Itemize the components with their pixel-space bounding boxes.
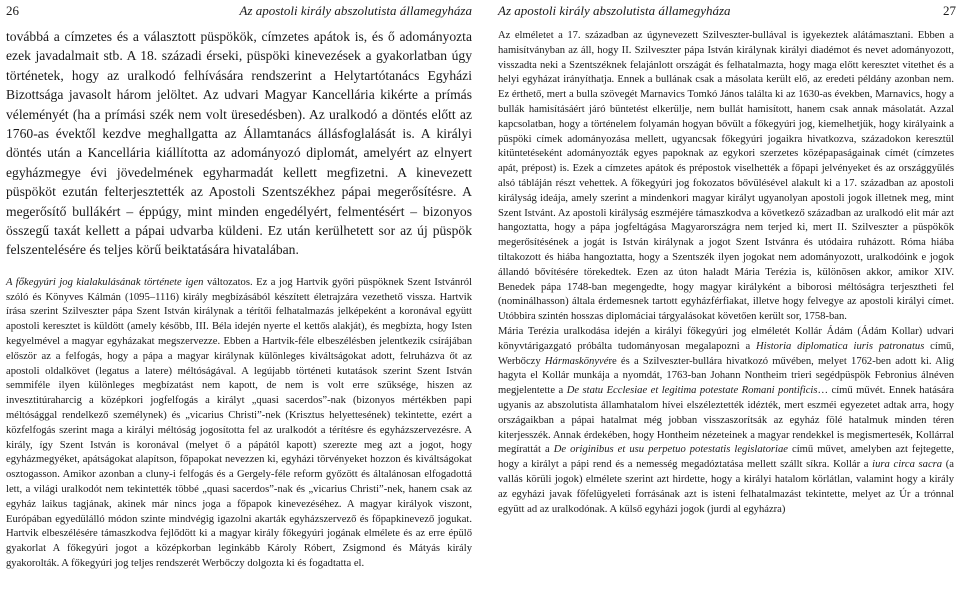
para2-term-iura-circa-sacra: iura circa sacra [872, 459, 943, 471]
left-page [0, 0, 478, 607]
left-main-paragraph: továbbá a címzetes és a választott püspökök, címzetes apátok is, és ő adományozta ezek javadalmait stb. A 18. századi érseki, püspöki kinevezések a gyakorlatban úgy történetek, hogy az uralkodó felhívására rendszerint a Helytartótanács Egyházi Bizottsága javasolt három jelöltet. Az udvari Magyar Kancellária kikérte a prímás véleményét (ha a prímási szék nem volt üresedésben). Az uralkodó a döntés előtt az 1760-as évektől kezdve meghallgatta az Államtanács állásfoglalását is. A királyi döntés után a Kancellária kiállította az adományozó diplomát, amelyért az elnyert egyházmegye évi jövedelmének egyharmadát kellett megfizetni. A kinevezett püspököt ezután felterjesztették az Apostoli Szentszékhez pápai megerősítésre. A megerősítő bullákért – éppúgy, mint minden engedélyért, felmentésért – bizonyos összegű taxát kellett a pápai udvarba küldeni. Ez után kerülhetett sor az új püspök felszentelésére és teljes körű beiktatására hivatalában. [6, 29, 472, 258]
left-page-number: 26 [6, 3, 19, 18]
para2-part-8: című művet, amelyben azt fejtegette, hogy a királyt a pápi rend és a nemesség megadóztatása mellett szállt síkra. Kollár a [498, 444, 954, 471]
right-running-title: Az apostoli király abszolutista államegyháza [498, 3, 731, 18]
small-lead-italic: A főkegyúri jog kialakulásának története igen [6, 276, 204, 288]
left-running-title: Az apostoli király abszolutista államegyháza [239, 3, 472, 18]
right-small-paragraph-2 [498, 325, 954, 517]
para2-title-de-statu: De statu Ecclesiae et legitima potestate Romani pontificis [566, 385, 818, 397]
para2-part-6: … című művét. Ennek hatására ugyanis az abszolutista államhatalom hívei elszéleztették idézték, mert eszméi egyezetet adtak arra, hogy országaikban a pápai hatalmat még jobban visszaszorítsák az egyház fölé hatalmuk minden téren kiterjesszék. Annak érdekében, hogy Hontheim nézeteinek a magyar rendekkel is megismertesék, Kollárral megírattát a [498, 385, 954, 456]
right-running-head [490, 2, 960, 20]
para2-part-10: (a vallás körüli jogok) elmélete szerint azt hirdette, hogy a királyi hatalom körlátlan, valamint hogy a király az egyházi javak főfelügyeleti forrásának azt is isteni felhatalmazást tekintette, melyet az Úr a trónnal együtt ad az uralkodónak. A külső egyházi jogok (jurdi al egyházra) [498, 459, 954, 515]
right-page-number: 27 [943, 3, 956, 18]
left-small-paragraph [6, 276, 472, 572]
small-paragraph-text: változatos. Ez a jog Hartvik győri püspöknek Szent Istvánról szóló és Könyves Kálmán (1095–1116) király megbízásából készített életrajzára vezethető vissza. Hartvik írása szerint Szilveszter pápa Szent István királynak a térítői felhatalmazás jelképeként a koronával együtt apostoli keresztet is küldött (amely később, III. Béla idején nyerte el kettős alakját), és megbízta, hogy Isten kegyelmével a magyar egyházakat megszervezze. Ebben a Hartvik-féle elbeszélésben jelentkezik csírájában először az a felfogás, hogy a pápa a magyar királynak különleges kiváltságokat adott, felruházva őt az apostoli oldalkövet (legatus a latere) méltóságával. A legújabb történeti kutatások szerint Szent István semmiféle ilyen különleges megbízatást nem kapott, de nem is volt erre szüksége, hiszen az invesztitúraharcig a középkori jogfelfogás a királyt „quasi sacerdos”-nak (bizonyos mértékben papi méltósággal rendelkező személynek) és „vicarius Christi”-nek (Krisztus helyettesének) tekintette, ezért a közfelfogás szerint maga a királyi méltóság jogosította fel az uralkodót a térítésre és egyházszervezésre. A király, így Szent István is koronával (melyet ő a pápától kapott) szerezte meg azt a jogot, hogy egyházmegyéket, apátságokat alapítson, főpapokat nevezzen ki, egyházi törvényeket hozzon és kiváltságokat osztogasson. Amikor azonban a cluny-i felfogás és a Gergely-féle reform győzött és általánosan elfogadottá lett, a világi uralkodót nem tekintették többé „quasi sacerdos”-nak és „vicarius Christi”-nek, hanem csak az egyház laikus tagjának, akinek már nincs joga a főpapok kinevezéséhez. A magyar királyok viszont, Európában egyedülálló módon szinte mindvégig igazolni akarták egyházszervező és főpapkinevező jogukat. Hartvik elbeszélésére támaszkodva fejlődött ki a magyar király főkegyúri jogának elmélete és az erre épülő gyakorlat A főkegyúri jogot a középkorban leginkább Károly Róbert, Zsigmond és Mátyás király gyakorolták. A főkegyúri jog teljes rendszerét Werbőczy dolgozta ki és fogadtatta el. [6, 276, 472, 570]
para2-part-4: re és a Szilveszter-bullára hivatkozó művében, melyet 1762-ben adott ki. Alig hagyta el Kollár munkája a nyomdát, 1763-ban Johann Nontheim trieri segédpüspök Febronius álnéven megjelentette a [498, 355, 955, 397]
left-page-body [6, 27, 472, 572]
para2-title-de-originibus: De originibus et usu perpetuo potestatis legislatoriae [553, 444, 788, 456]
para2-part-0: Mária Terézia uralkodása idején a királyi főkegyúri jog elméletét Kollár Ádám (Ádám Kollar) udvari könyvtárigazgató próbálta tudományosan megalapozni a [498, 325, 954, 352]
right-small-paragraph-1: Az elméletet a 17. században az úgynevezett Szilveszter-bullával is igyekeztek alátámasztani. Ebben a hamisítványban az áll, hogy II. Szilveszter pápa István királynak királyi diadémot és nevet adományozott, visszadta neki a Szentszéknek felajánlott országát és felhatalmazta, hogy maga előtt keresztet vitethet és a helyi egyházat irányíthatja. Ennek a bullának csak a másolata került elő, az eredeti példány azonban nem. Ez érthető, mert a bulla szövegét Marnavics Tomkó János találta ki az 1630-as években, Marnavics, hogy a bullák hamisításáért járó büntetést elkerülje, nem bullát hamisított, hanem csak annak másolatát. Azzal kapcsolatban, hogy a történelem folyamán hogyan bővült a főkegyúri jog, kiemelhetjük, hogy királyaink a püspöki címek adományozása mellett, ugyancsak főkegyúri jogaikra hivatkozva, századokon keresztül kitüntetéseként adományozták egyes papoknak az egykori szerzetes középapaságainak címét (címzetes apát, prépost) is. Ezek a címzetes apátok és prépostok viselhették a főpapi jelvényeket és az országgyűlés alsó tábláján részt vehettek. A főkegyúri jog fokozatos bővülésével alakult ki a 17. században az apostoli királyság ideája, amely szerint a mindenkori magyar királyt ugyanolyan apostoli jogok illetnek meg, mint Szent Istvánt. Az apostoli királyság eszméjére támaszkodva a következő században az uralkodó elit már azt hangoztatta, hogy a pápa jogfeltágása Magyarországra nem terjed ki, mert II. Szilveszter a püspökök megerősítésének a jogát is István királynak a jogot Szent Istvánra és utódaira ruházott. Róma hiába tiltakozott és hiába hangoztatta, hogy a Szentszék ilyen jogokat nem adományozott, uralkodóink e jogok állandó bővítésére törekedtek. Ezen az úton haladt Mária Terézia is, különösen akkor, amikor XIV. Benedek pápa 1748-ban megengedte, hogy magyar királyként a biborosi méltóságra terjesztheti fel (nominálhasson) általa érdemesnek tartott egyházférfiakat, illetve hogy felvegye az apostoli királyi címet. Utóbbira szintén hosszas diplomáciai tárgyalásokat követően került sor, 1758-ban. [498, 30, 954, 323]
para2-title-harmaskonyv: Hármaskönyvé [544, 355, 609, 367]
left-running-head [0, 2, 478, 20]
right-page [490, 0, 960, 607]
para2-part-2: című, Werbőczy [498, 340, 954, 367]
right-page-body [498, 29, 954, 517]
para2-title-historia: Historia diplomatica iuris patronatus [755, 340, 925, 352]
